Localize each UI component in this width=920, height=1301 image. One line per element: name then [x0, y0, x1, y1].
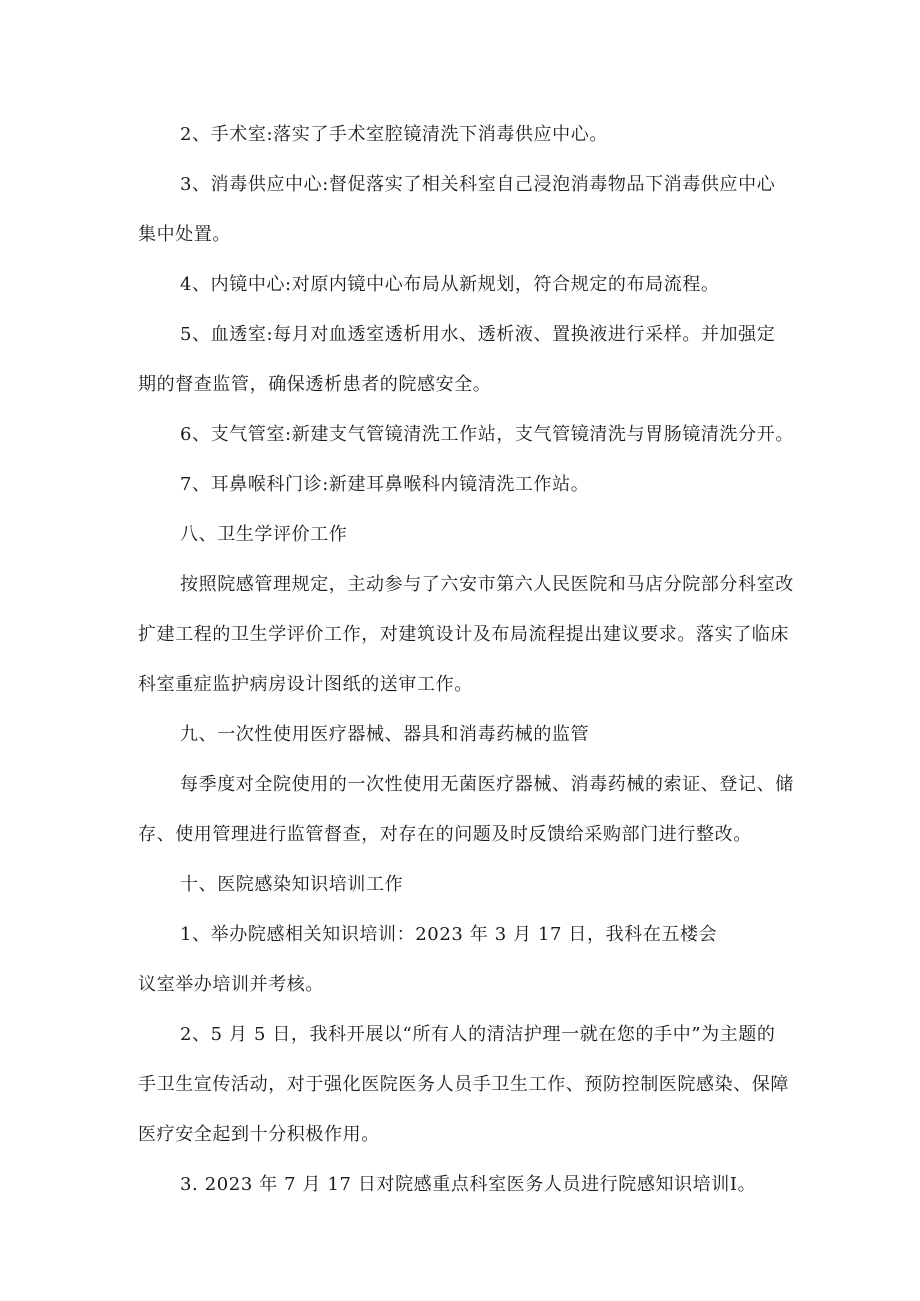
text-line: 4、内镜中心:对原内镜中心布局从新规划，符合规定的布局流程。 — [180, 274, 720, 295]
section-heading: 九、一次性使用医疗器械、器具和消毒药械的监管 — [180, 724, 590, 745]
section-heading: 八、卫生学评价工作 — [180, 524, 348, 545]
text-line: 期的督查监管，确保透析患者的院感安全。 — [138, 374, 492, 395]
text-line: 3. 2023 年 7 月 17 日对院感重点科室医务人员进行院感知识培训Ⅰ。 — [180, 1174, 757, 1195]
text-line: 2、手术室:落实了手术室腔镜清洗下消毒供应中心。 — [180, 124, 608, 145]
text-line: 扩建工程的卫生学评价工作，对建筑设计及布局流程提出建议要求。落实了临床 — [138, 624, 789, 645]
text-line: 2、5 月 5 日，我科开展以“所有人的清洁护理一就在您的手中”为主题的 — [180, 1024, 776, 1045]
text-line: 6、支气管室:新建支气管镜清洗工作站，支气管镜清洗与胃肠镜清洗分开。 — [180, 424, 794, 445]
section-heading: 十、医院感染知识培训工作 — [180, 874, 404, 895]
text-line: 存、使用管理进行监管督查，对存在的问题及时反馈给采购部门进行整改。 — [138, 824, 752, 845]
text-line: 医疗安全起到十分积极作用。 — [138, 1124, 380, 1145]
text-line: 科室重症监护病房设计图纸的送审工作。 — [138, 674, 473, 695]
text-line: 7、耳鼻喉科门诊:新建耳鼻喉科内镜清洗工作站。 — [180, 474, 590, 495]
text-line: 1、举办院感相关知识培训：2023 年 3 月 17 日，我科在五楼会 — [180, 924, 718, 945]
text-line: 按照院感管理规定，主动参与了六安市第六人民医院和马店分院部分科室改 — [180, 574, 794, 595]
text-line: 3、消毒供应中心:督促落实了相关科室自己浸泡消毒物品下消毒供应中心 — [180, 174, 776, 195]
text-line: 每季度对全院使用的一次性使用无菌医疗器械、消毒药械的索证、登记、储 — [180, 774, 794, 795]
text-line: 5、血透室:每月对血透室透析用水、透析液、置换液进行采样。并加强定 — [180, 324, 776, 345]
text-line: 集中处置。 — [138, 224, 231, 245]
text-line: 手卫生宣传活动，对于强化医院医务人员手卫生工作、预防控制医院感染、保障 — [138, 1074, 789, 1095]
text-line: 议室举办培训并考核。 — [138, 974, 324, 995]
